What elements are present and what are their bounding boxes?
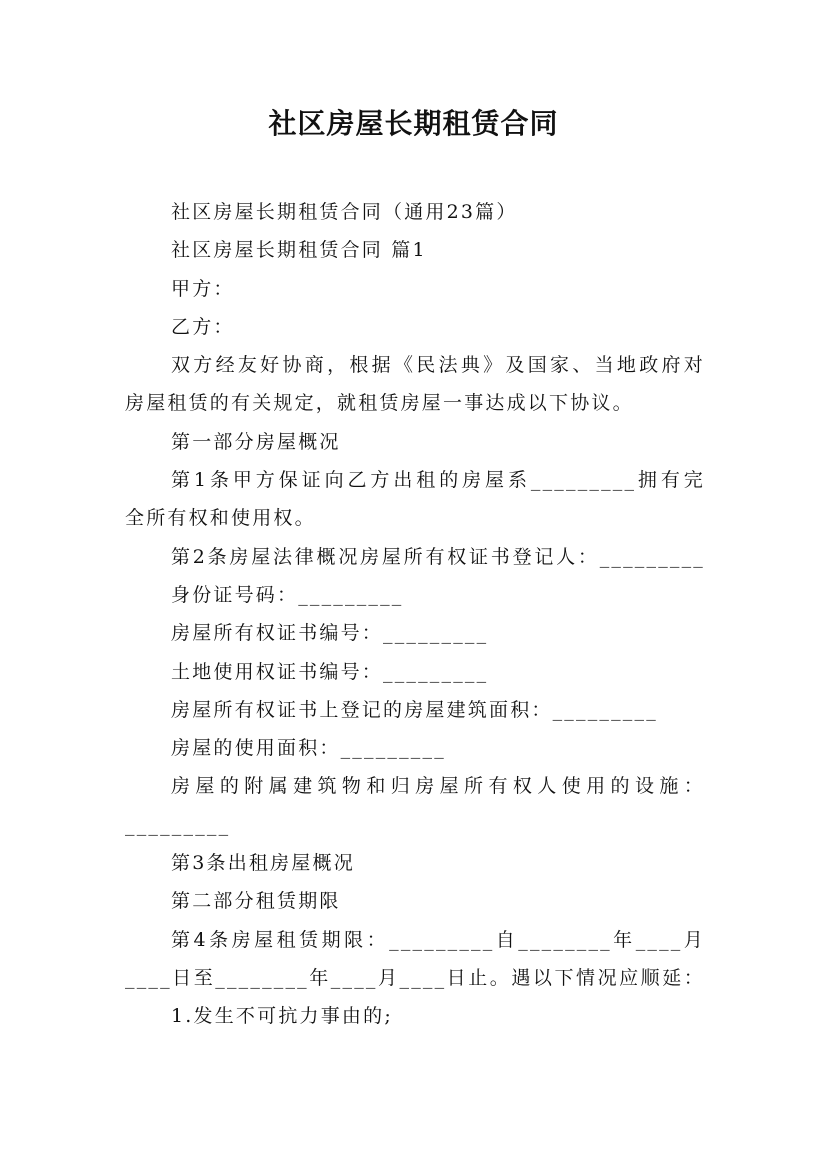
clause-line: ____日至________年____月____日止。遇以下情况应顺延： bbox=[125, 966, 705, 989]
document-title: 社区房屋长期租赁合同 bbox=[268, 107, 559, 140]
part-heading: 第一部分房屋概况 bbox=[171, 430, 341, 453]
form-field-line: 房屋的使用面积：_________ bbox=[171, 737, 446, 760]
form-field-line: 房屋所有权证书编号：_________ bbox=[171, 622, 489, 645]
part-heading: 第二部分租赁期限 bbox=[171, 890, 341, 913]
form-field-line: 房屋的附属建筑物和归房屋所有权人使用的设施： bbox=[171, 775, 705, 798]
form-field-line: 土地使用权证书编号：_________ bbox=[171, 660, 489, 683]
clause-line: 第2条房屋法律概况房屋所有权证书登记人：_________ bbox=[171, 545, 705, 568]
paragraph-line: 双方经友好协商，根据《民法典》及国家、当地政府对 bbox=[171, 354, 705, 377]
list-item: 1.发生不可抗力事由的; bbox=[171, 1005, 393, 1028]
party-b-line: 乙方： bbox=[171, 315, 235, 338]
clause-line: 第4条房屋租赁期限：_________自________年____月 bbox=[171, 928, 705, 951]
form-field-line: 身份证号码：_________ bbox=[171, 583, 404, 606]
paragraph-line: 房屋租赁的有关规定，就租赁房屋一事达成以下协议。 bbox=[125, 392, 634, 415]
document-body bbox=[125, 193, 705, 1036]
form-field-line: 房屋所有权证书上登记的房屋建筑面积：_________ bbox=[171, 698, 658, 721]
form-field-blank: _________ bbox=[125, 813, 231, 836]
subtitle-line: 社区房屋长期租赁合同（通用23篇） bbox=[171, 201, 518, 223]
party-a-line: 甲方： bbox=[171, 277, 235, 300]
clause-line: 全所有权和使用权。 bbox=[125, 507, 316, 530]
section-heading: 社区房屋长期租赁合同 篇1 bbox=[171, 239, 427, 262]
clause-line: 第1条甲方保证向乙方出租的房屋系_________拥有完 bbox=[171, 469, 705, 492]
clause-line: 第3条出租房屋概况 bbox=[171, 852, 355, 875]
